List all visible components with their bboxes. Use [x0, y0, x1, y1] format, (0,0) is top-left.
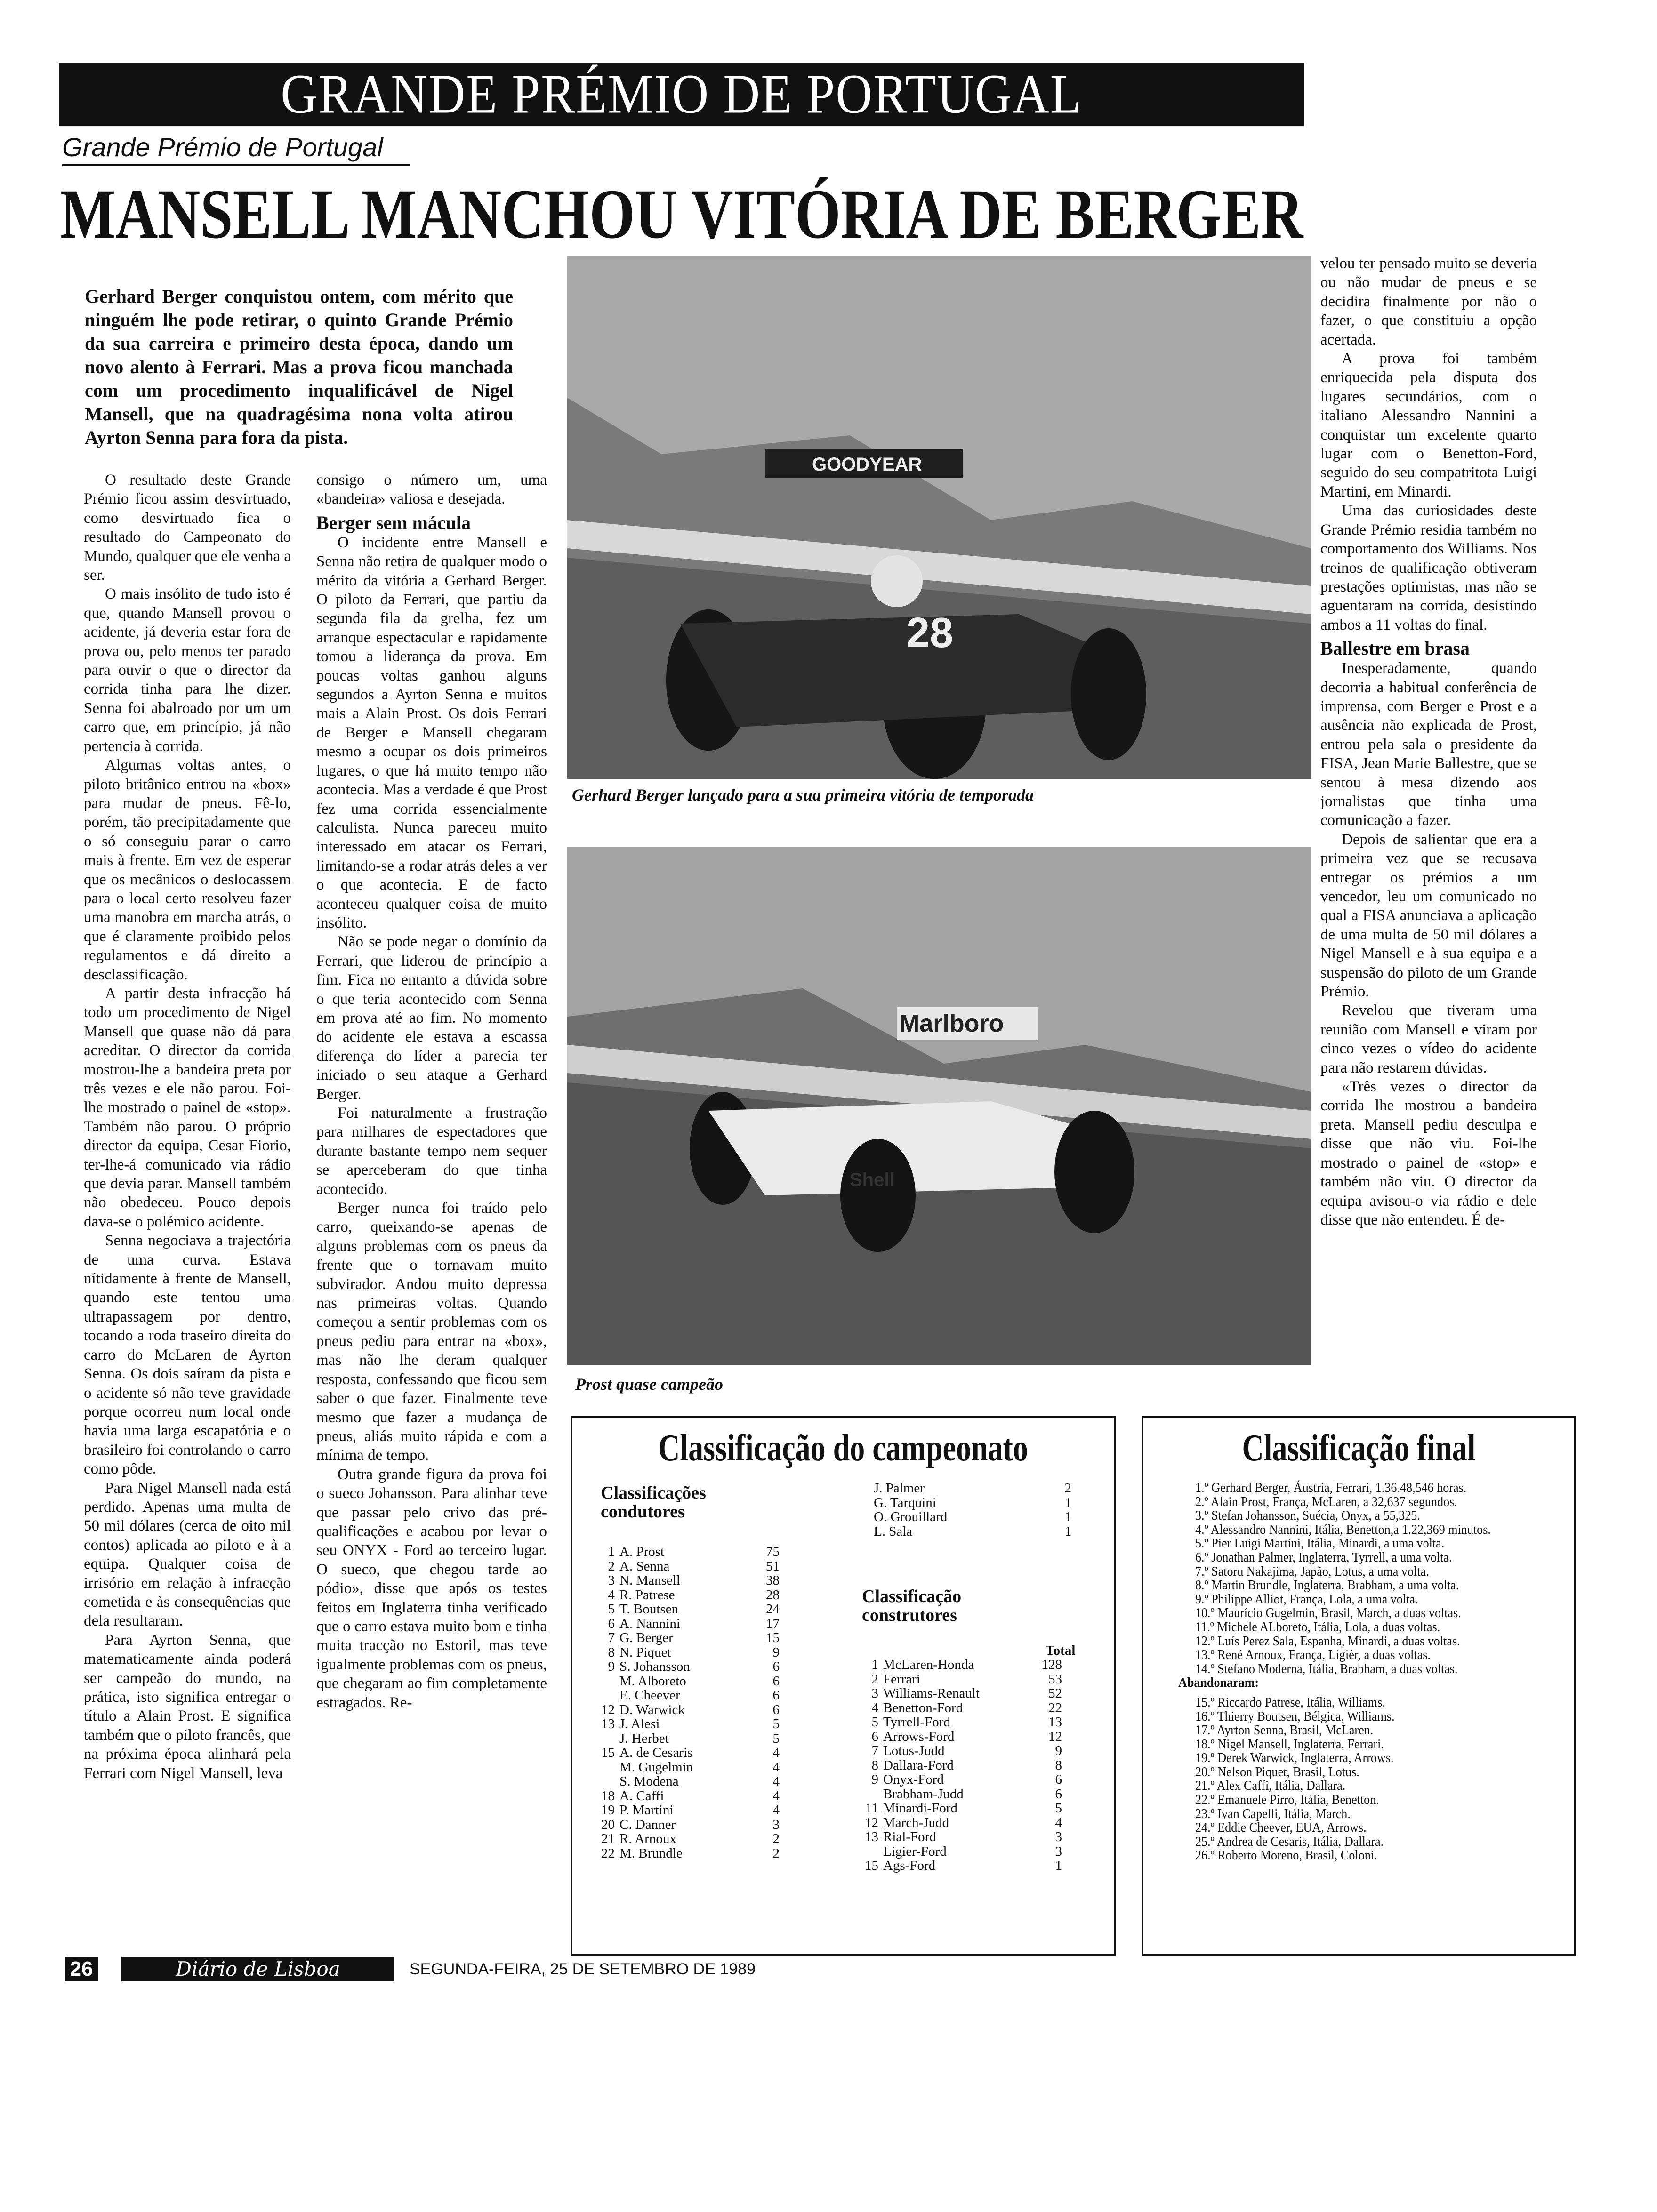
standings-row: [582, 1674, 780, 1689]
result-line: 23.º Ivan Capelli, Itália, March.: [1195, 1806, 1351, 1821]
name: Williams-Renault: [883, 1686, 980, 1701]
result-line: 9.º Philippe Alliot, França, Lola, a uma volta.: [1195, 1591, 1418, 1607]
constructors-standings: [845, 1658, 1062, 1873]
result-line: 5.º Pier Luigi Martini, Itália, Minardi, a uma volta.: [1195, 1536, 1445, 1551]
name: O. Grouillard: [874, 1509, 948, 1524]
paragraph: Outra grande figura da prova foi o sueco Johansson. Para alinhar teve que passar pelo crivo das pré-qualificações e acabou por levar o seu ONYX - Ford ao terceiro lugar. O sueco, que chegou tarde ao pódio», disse que após os testes feitos em Inglaterra tinha verificado que o carro estava muito bom e tinha muita tracção no Estoril, mas teve igualmente problemas com os pneus, que chegaram ao fim completamente estragados. Re-: [316, 1466, 547, 1711]
result-line: 20.º Nelson Piquet, Brasil, Lotus.: [1195, 1764, 1359, 1779]
points: 9: [1055, 1743, 1062, 1758]
standings-row: [582, 1774, 780, 1789]
standings-row: [582, 1545, 780, 1559]
standings-row: [845, 1744, 1062, 1758]
standings-row: [582, 1617, 780, 1631]
name: Arrows-Ford: [883, 1729, 955, 1744]
position: 5: [871, 1715, 878, 1730]
name: M. Brundle: [619, 1845, 683, 1861]
points: 53: [1048, 1671, 1062, 1687]
photo-caption: Gerhard Berger lançado para a sua primeira vitória de temporada: [572, 785, 1034, 804]
final-results: [1178, 1480, 1491, 1863]
standings-row: [582, 1846, 780, 1861]
photo-text: 28: [906, 609, 954, 657]
paragraph: A prova foi também enriquecida pela disputa dos lugares secundários, com o italiano Alessandro Nannini a conquistar um excelente quarto lugar com o Benetton-Ford, seguido do seu compatritota Luigi Martini, em Minardi.: [1320, 350, 1537, 500]
points: 4: [1055, 1815, 1062, 1830]
photo-illustration: [567, 847, 1311, 1365]
retired-heading: Abandonaram:: [1178, 1675, 1259, 1691]
result-line: 11.º Michele ALboreto, Itália, Lola, a duas voltas.: [1195, 1619, 1440, 1635]
name: G. Berger: [619, 1630, 673, 1645]
result-line: 21.º Alex Caffi, Itália, Dallara.: [1195, 1778, 1346, 1794]
points: 15: [766, 1630, 780, 1645]
standings-row: [582, 1659, 780, 1674]
photo-illustration: [567, 256, 1311, 779]
standings-row: [845, 1715, 1062, 1730]
position: 6: [871, 1729, 878, 1744]
result-line: 7.º Satoru Nakajima, Japão, Lotus, a uma volta.: [1195, 1563, 1429, 1579]
standings-row: [582, 1789, 780, 1803]
paragraph: Para Nigel Mansell nada está perdido. Apenas uma multa de 50 mil dólares (cerca de oito mil contos) aplicada ao piloto e à a equipa. Qualquer coisa de irrisório em relação à infracção cometida e às consequências que dela resultaram.: [84, 1479, 291, 1630]
position: 8: [608, 1644, 615, 1660]
standings-row: [845, 1844, 1062, 1859]
points: 6: [772, 1673, 780, 1689]
drivers-standings-continued: [874, 1481, 1071, 1539]
name: Onyx-Ford: [883, 1772, 944, 1787]
standings-row: [582, 1717, 780, 1731]
result-line: 4.º Alessandro Nannini, Itália, Benetton,a 1.22,369 minutos.: [1195, 1522, 1491, 1537]
position: [845, 1844, 883, 1859]
points: 4: [772, 1759, 780, 1775]
points: 38: [766, 1573, 780, 1588]
position: 1: [608, 1544, 615, 1559]
position: 4: [608, 1587, 615, 1603]
photo-text: GOODYEAR: [812, 454, 922, 475]
points: 3: [772, 1817, 780, 1832]
result-line: 10.º Maurício Gugelmin, Brasil, March, a duas voltas.: [1195, 1605, 1461, 1621]
position: 22: [601, 1845, 615, 1861]
result-line: 12.º Luís Perez Sala, Espanha, Minardi, a duas voltas.: [1195, 1633, 1460, 1649]
position: 3: [608, 1573, 615, 1588]
paragraph: O resultado deste Grande Prémio ficou assim desvirtuado, como desvirtuado fica o resultado do Campeonato do Mundo, qualquer que ele venha a ser.: [84, 472, 291, 584]
points: 3: [1055, 1829, 1062, 1844]
points: 24: [766, 1602, 780, 1617]
photo-prost-mclaren: [567, 847, 1311, 1365]
result-line: 24.º Eddie Cheever, EUA, Arrows.: [1195, 1820, 1367, 1835]
position: 20: [601, 1817, 615, 1832]
points: 5: [772, 1716, 780, 1731]
points: 12: [1048, 1729, 1062, 1744]
name: A. Nannini: [619, 1616, 680, 1631]
position: [582, 1760, 619, 1775]
name: G. Tarquini: [874, 1495, 936, 1510]
paragraph: A partir desta infracção há todo um procedimento de Nigel Mansell que quase não dá para acreditar. O director da corrida mostrou-lhe a bandeira preta por três vezes e ele não parou. Foi-lhe mostrado o painel de «stop». Também não parou. O próprio director da equipa, Cesar Fiorio, ter-lhe-á comunicado via rádio que devia parar. Mansell também não obedeceu. Pouco depois dava-se o polémico acidente.: [84, 985, 291, 1230]
standings-row: [582, 1731, 780, 1746]
drivers-heading: Classificações condutores: [601, 1483, 706, 1522]
result-line: 1.º Gerhard Berger, Áustria, Ferrari, 1.36.48,546 horas.: [1195, 1480, 1467, 1495]
standings-row: [845, 1672, 1062, 1687]
name: Tyrrell-Ford: [883, 1715, 950, 1730]
name: N. Piquet: [619, 1644, 671, 1660]
position: 15: [865, 1858, 878, 1873]
position: 15: [601, 1745, 615, 1760]
page-number: 26: [65, 1957, 98, 1981]
standings-row: [845, 1830, 1062, 1844]
name: Minardi-Ford: [883, 1801, 957, 1816]
paragraph: Depois de salientar que era a primeira vez que se recusava entregar os prémios a um vencedor, leu um comunicado no qual a FISA anunciava a aplicação de uma multa de 50 mil dólares a Nigel Mansell e à sua equipa e a suspensão do piloto de um Grande Prémio.: [1320, 831, 1537, 1001]
name: Ags-Ford: [883, 1858, 936, 1873]
position: 13: [865, 1829, 878, 1844]
position: 1: [871, 1657, 878, 1672]
points: 6: [772, 1702, 780, 1717]
name: J. Alesi: [619, 1716, 660, 1731]
name: R. Patrese: [619, 1587, 675, 1603]
position: 7: [608, 1630, 615, 1645]
name: N. Mansell: [619, 1573, 680, 1588]
points: 28: [766, 1587, 780, 1603]
drivers-standings: [582, 1545, 780, 1860]
name: M. Alboreto: [619, 1673, 686, 1689]
name: A. de Cesaris: [619, 1745, 693, 1760]
position: 7: [871, 1743, 878, 1758]
position: 19: [601, 1803, 615, 1818]
position: 4: [871, 1700, 878, 1715]
points: 6: [1055, 1786, 1062, 1802]
paragraph: Foi naturalmente a frustração para milhares de espectadores que durante bastante tempo nem sequer se aperceberam do que tinha acontecido.: [316, 1105, 547, 1198]
points: 1: [1064, 1495, 1071, 1510]
position: 9: [608, 1659, 615, 1674]
paragraph: velou ter pensado muito se deveria ou não mudar de pneus e se decidira finalmente por não o fazer, o que constituiu a opção acertada.: [1320, 255, 1537, 348]
points: 8: [1055, 1757, 1062, 1773]
name: A. Prost: [619, 1544, 665, 1559]
points: 2: [772, 1845, 780, 1861]
standings-row: [582, 1803, 780, 1818]
photo-text: Shell: [850, 1170, 895, 1190]
points: 5: [772, 1731, 780, 1746]
result-line: 3.º Stefan Johansson, Suécia, Onyx, a 55,325.: [1195, 1508, 1420, 1523]
name: Benetton-Ford: [883, 1700, 963, 1715]
name: Ferrari: [883, 1671, 920, 1687]
article-column-4: [1320, 254, 1537, 1229]
headline: MANSELL MANCHOU VITÓRIA DE BERGER: [60, 175, 1303, 253]
points: 9: [772, 1644, 780, 1660]
name: J. Palmer: [874, 1481, 925, 1496]
points: 1: [1064, 1523, 1071, 1539]
position: 2: [871, 1671, 878, 1687]
position: [845, 1787, 883, 1802]
name: March-Judd: [883, 1815, 949, 1830]
position: 11: [865, 1801, 878, 1816]
total-label: Total: [1046, 1643, 1076, 1658]
result-line: 26.º Roberto Moreno, Brasil, Coloni.: [1195, 1848, 1377, 1863]
standings-row: [874, 1481, 1071, 1496]
points: 4: [772, 1774, 780, 1789]
name: D. Warwick: [619, 1702, 685, 1717]
position: 21: [601, 1831, 615, 1846]
position: 12: [865, 1815, 878, 1830]
points: 4: [772, 1745, 780, 1760]
points: 4: [772, 1803, 780, 1818]
standings-row: [582, 1818, 780, 1832]
result-line: 22.º Emanuele Pirro, Itália, Benetton.: [1195, 1792, 1379, 1808]
subheading: Ballestre em brasa: [1320, 638, 1470, 659]
name: McLaren-Honda: [883, 1657, 974, 1672]
standings-row: [582, 1631, 780, 1645]
result-line: 8.º Martin Brundle, Inglaterra, Brabham, a uma volta.: [1195, 1578, 1459, 1593]
position: [582, 1674, 619, 1689]
paragraph: Para Ayrton Senna, que matematicamente ainda poderá ser campeão do mundo, na prática, isto significa entregar o título a Alain Prost. E significa também que o piloto francês, que na próxima época alinhará pela Ferrari com Nigel Mansell, leva: [84, 1631, 291, 1782]
result-line: 14.º Stefano Moderna, Itália, Brabham, a duas voltas.: [1195, 1661, 1458, 1676]
position: [582, 1688, 619, 1703]
paragraph: «Três vezes o director da corrida lhe mostrou a bandeira preta. Mansell pediu desculpa e disse que não viu. Foi-lhe mostrado o painel de «stop» e também não viu. O director da equipa avisou-o via rádio e dele disse que não entendeu. É de-: [1320, 1078, 1537, 1228]
position: [582, 1731, 619, 1746]
paragraph: Uma das curiosidades deste Grande Prémio residia também no comportamento dos Williams. Nos treinos de qualificação obtiveram prestações optimistas, mas não se aguentaram na corrida, desistindo ambos a 11 voltas do final.: [1320, 502, 1537, 633]
standings-row: [845, 1816, 1062, 1830]
result-line: 2.º Alain Prost, França, McLaren, a 32,637 segundos.: [1195, 1494, 1457, 1509]
points: 17: [766, 1616, 780, 1631]
name: J. Herbet: [619, 1731, 669, 1746]
standings-row: [845, 1787, 1062, 1802]
paragraph: Algumas voltas antes, o piloto britânico entrou na «box» para mudar de pneus. Fê-lo, porém, tão precipitadamente que o só conseguiu parar o carro mais à frente. Em vez de esperar que os mecânicos o deslocassem para o local certo resolveu fazer uma manobra em marcha atrás, o que é claramente proibido pelos regulamentos e dá direito a desclassificação.: [84, 757, 291, 983]
position: 13: [601, 1716, 615, 1731]
paragraph: Revelou que tiveram uma reunião com Mansell e viram por cinco vezes o vídeo do acidente para não restarem dúvidas.: [1320, 1002, 1537, 1076]
photo-text: Marlboro: [899, 1010, 1004, 1037]
name: Lotus-Judd: [883, 1743, 945, 1758]
name: T. Boutsen: [619, 1602, 679, 1617]
name: A. Caffi: [619, 1788, 664, 1803]
standings-row: [845, 1686, 1062, 1701]
result-line: 6.º Jonathan Palmer, Inglaterra, Tyrrell, a uma volta.: [1195, 1549, 1452, 1565]
points: 1: [1055, 1858, 1062, 1873]
result-line: 18.º Nigel Mansell, Inglaterra, Ferrari.: [1195, 1736, 1384, 1752]
name: P. Martini: [619, 1803, 674, 1818]
result-line: 16.º Thierry Boutsen, Bélgica, Williams.: [1195, 1708, 1395, 1724]
result-line: 25.º Andrea de Cesaris, Itália, Dallara.: [1195, 1834, 1384, 1849]
name: L. Sala: [874, 1523, 913, 1539]
standings-row: [582, 1645, 780, 1660]
standings-row: [845, 1658, 1062, 1672]
name: S. Johansson: [619, 1659, 690, 1674]
position: 8: [871, 1757, 878, 1773]
paragraph: Não se pode negar o domínio da Ferrari, que liderou de princípio a fim. Fica no entanto a dúvida sobre o que teria acontecido com Senna em prova até ao fim. No momento do acidente ele estava a escassa diferença do líder a parecia ter iniciado o seu ataque a Gerhard Berger.: [316, 933, 547, 1103]
result-line: 19.º Derek Warwick, Inglaterra, Arrows.: [1195, 1750, 1394, 1766]
points: 5: [1055, 1801, 1062, 1816]
standings-row: [845, 1859, 1062, 1873]
standings-row: [582, 1573, 780, 1588]
subheading: Berger sem mácula: [316, 512, 471, 533]
points: 75: [766, 1544, 780, 1559]
result-line: 13.º René Arnoux, França, Ligièr, a duas voltas.: [1195, 1647, 1431, 1663]
points: 4: [772, 1788, 780, 1803]
masthead: Diário de Lisboa: [121, 1957, 394, 1981]
standings-row: [845, 1801, 1062, 1816]
position: 5: [608, 1602, 615, 1617]
points: 2: [772, 1831, 780, 1846]
points: 52: [1048, 1686, 1062, 1701]
standings-row: [582, 1760, 780, 1775]
standings-row: [582, 1688, 780, 1703]
points: 2: [1064, 1481, 1071, 1496]
name: Ligier-Ford: [883, 1843, 947, 1859]
article-column-2: [316, 471, 547, 1712]
result-line: 17.º Ayrton Senna, Brasil, McLaren.: [1195, 1723, 1374, 1738]
kicker: Grande Prémio de Portugal: [62, 132, 410, 166]
standings-row: [582, 1703, 780, 1717]
standings-row: [874, 1510, 1071, 1524]
points: 13: [1048, 1715, 1062, 1730]
article-column-1: [84, 471, 291, 1783]
championship-standings-box: [571, 1416, 1116, 1956]
standings-row: [845, 1701, 1062, 1715]
name: Dallara-Ford: [883, 1757, 954, 1773]
standings-row: [874, 1496, 1071, 1510]
name: A. Senna: [619, 1558, 670, 1574]
standings-row: [582, 1832, 780, 1846]
name: C. Danner: [619, 1817, 676, 1832]
points: 51: [766, 1558, 780, 1574]
standings-row: [845, 1772, 1062, 1787]
points: 6: [1055, 1772, 1062, 1787]
position: [582, 1774, 619, 1789]
standings-row: [874, 1524, 1071, 1539]
paragraph: consigo o número um, uma «bandeira» valiosa e desejada.: [316, 472, 547, 508]
paragraph: O mais insólito de tudo isto é que, quando Mansell provou o acidente, já deveria estar fora de prova ou, pelo menos ter parado para ouvir o que o director da corrida tinha para lhe dizer. Senna foi abalroado por um um carro que, em princípio, já não pertencia à corrida.: [84, 585, 291, 755]
box-title: Classificação final: [1242, 1427, 1476, 1469]
points: 1: [1064, 1509, 1071, 1524]
position: 3: [871, 1686, 878, 1701]
name: Brabham-Judd: [883, 1786, 964, 1802]
final-classification-box: [1142, 1416, 1576, 1956]
issue-date: SEGUNDA-FEIRA, 25 DE SETEMBRO DE 1989: [410, 1960, 756, 1978]
standings-row: [582, 1602, 780, 1617]
position: 6: [608, 1616, 615, 1631]
points: 3: [1055, 1843, 1062, 1859]
points: 6: [772, 1688, 780, 1703]
lead-paragraph: Gerhard Berger conquistou ontem, com mérito que ninguém lhe pode retirar, o quinto Grande Prémio da sua carreira e primeiro desta época, dando um novo alento à Ferrari. Mas a prova ficou manchada com um procedimento inqualificável de Nigel Mansell, que na quadragésima nona volta atirou Ayrton Senna para fora da pista.: [85, 286, 513, 448]
points: 22: [1048, 1700, 1062, 1715]
name: Rial-Ford: [883, 1829, 936, 1844]
name: S. Modena: [619, 1774, 679, 1789]
name: M. Gugelmin: [619, 1759, 693, 1775]
points: 128: [1041, 1657, 1062, 1672]
paragraph: Berger nunca foi traído pelo carro, queixando-se apenas de alguns problemas com os pneus da frente que o tornavam muito subvirador. Andou muito depressa nas primeiras voltas. Quando começou a sentir problemas com os pneus pediu para entrar na «box», mas não lhe deram qualquer resposta, confessando que ficou sem saber o que fazer. Finalmente teve mesmo que fazer a mudança de pneus, aliás muito rápida e com a mínima de tempo.: [316, 1200, 547, 1464]
standings-row: [845, 1730, 1062, 1744]
constructors-heading: Classificação construtores: [862, 1587, 962, 1625]
position: 18: [601, 1788, 615, 1803]
position: 12: [601, 1702, 615, 1717]
paragraph: Senna negociava a trajectória de uma curva. Estava nítidamente à frente de Mansell, quando este tentou uma ultrapassagem por dentro, tocando a roda traseiro direita do carro do McLaren de Ayrton Senna. Os dois saíram da pista e o acidente só não teve gravidade porque ocorreu num local onde havia uma larga escapatória e o brasileiro foi controlando o carro como pôde.: [84, 1232, 291, 1478]
name: E. Cheever: [619, 1688, 680, 1703]
position: 2: [608, 1558, 615, 1574]
name: R. Arnoux: [619, 1831, 676, 1846]
standings-row: [582, 1746, 780, 1760]
paragraph: O incidente entre Mansell e Senna não retira de qualquer modo o mérito da vitória a Gerhard Berger. O piloto da Ferrari, que partiu da segunda fila da grelha, fez um arranque espectacular e rapidamente tomou a liderança da prova. Em poucas voltas ganhou alguns segundos a Ayrton Senna e muitos mais a Alain Prost. Os dois Ferrari de Berger e Mansell chegaram mesmo a ocupar os dois primeiros lugares, o que há muito tempo não acontecia. Mas a verdade é que Prost fez uma corrida essencialmente calculista. Nunca pareceu muito interessado em atacar os Ferrari, limitando-se a rodar atrás deles a ver o que acontecia. E de facto aconteceu qualquer coisa de muito insólito.: [316, 534, 547, 931]
standings-row: [582, 1588, 780, 1603]
section-banner: GRANDE PRÉMIO DE PORTUGAL: [59, 63, 1304, 126]
paragraph: Inesperadamente, quando decorria a habitual conferência de imprensa, com Berger e Prost e a ausência não explicada de Prost, entrou pela sala o presidente da FISA, Jean Marie Ballestre, que se sentou à mesa dizendo aos jornalistas que tinha uma comunicação a fazer.: [1320, 660, 1537, 829]
result-line: 15.º Riccardo Patrese, Itália, Williams.: [1195, 1694, 1385, 1710]
standings-row: [582, 1559, 780, 1574]
standings-row: [845, 1758, 1062, 1773]
points: 6: [772, 1659, 780, 1674]
photo-caption: Prost quase campeão: [575, 1375, 723, 1394]
box-title: Classificação do campeonato: [658, 1427, 1028, 1469]
position: 9: [871, 1772, 878, 1787]
photo-berger-ferrari: [567, 256, 1311, 779]
